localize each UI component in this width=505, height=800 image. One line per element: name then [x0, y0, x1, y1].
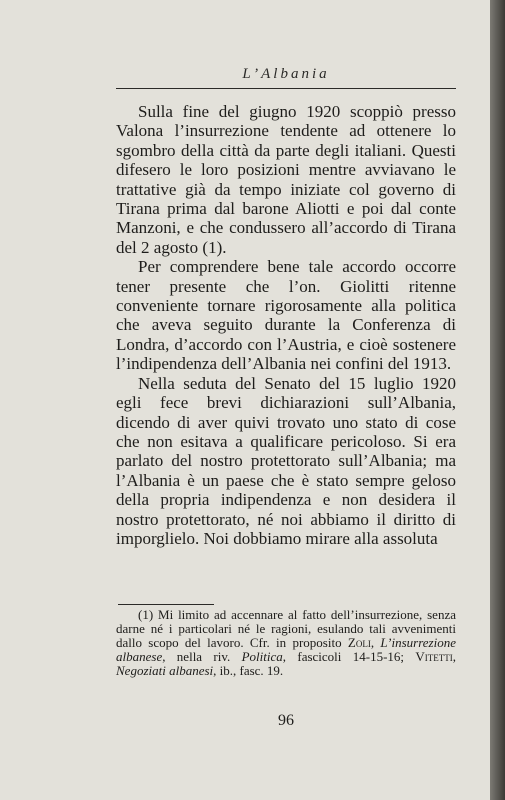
header-rule	[116, 88, 456, 89]
footnote-detail: , fascicoli 14-15-16;	[282, 649, 416, 664]
footnote-title-1: L’insurrezione albanese	[116, 635, 456, 664]
footnote-author-2: Vitetti	[415, 649, 453, 664]
page-number: 96	[278, 712, 294, 729]
running-head: L’Albania	[242, 66, 330, 82]
footnote-mid: , nella riv.	[162, 649, 242, 664]
footnote-title-2: Negoziati albanesi	[116, 663, 214, 678]
page-edge-shadow	[490, 0, 505, 800]
body-text	[116, 102, 456, 548]
footnote-sep-2: ,	[452, 649, 456, 664]
paragraph-3: Nella seduta del Senato del 15 luglio 1920 egli fece brevi dichiarazioni sull’Albania, dicendo di aver quivi trovato uno stato di cose che non esitava a qualificare pericoloso. Si era parlato del nostro protettorato sull’Albania; ma l’Albania è un paese che è stato sempre geloso della propria indipendenza e non desidera il nostro protettorato, né noi abbiamo il diritto di imporglielo. Noi dobbiamo mirare alla assoluta	[116, 373, 456, 548]
footnote-author-1: Zoli	[347, 635, 371, 650]
footnote-tail: , ib., fasc. 19.	[213, 663, 284, 678]
paragraph-1: Sulla fine del giugno 1920 scoppiò presso Valona l’insurrezione tendente ad ottenere lo sgombro della città da parte degli italiani. Questi difesero le loro posizioni mentre avviavano le trattative già da tempo iniziate col governo di Tirana prima dal barone Aliotti e poi dal conte Manzoni, e che condussero all’accordo di Tirana del 2 agosto (1).	[116, 102, 456, 257]
footnote	[116, 608, 456, 678]
footnote-intro: (1) Mi limito ad accennare al fatto dell’insurrezione, senza darne né i particolari né le ragioni, esulando tali avvenimenti dallo scopo del lavoro. Cfr. in proposito	[116, 607, 456, 650]
footnote-text	[116, 608, 456, 678]
footnote-rule	[118, 604, 214, 605]
footnote-journal: Politica	[241, 649, 283, 664]
footnote-sep-1: ,	[370, 635, 381, 650]
paragraph-2: Per comprendere bene tale accordo occorre tener presente che l’on. Giolitti ritenne conveniente tornare rigorosamente alla politica che aveva seguito durante la Conferenza di Londra, d’accordo con l’Austria, e cioè sostenere l’indipendenza dell’Albania nei confini del 1913.	[116, 257, 456, 374]
